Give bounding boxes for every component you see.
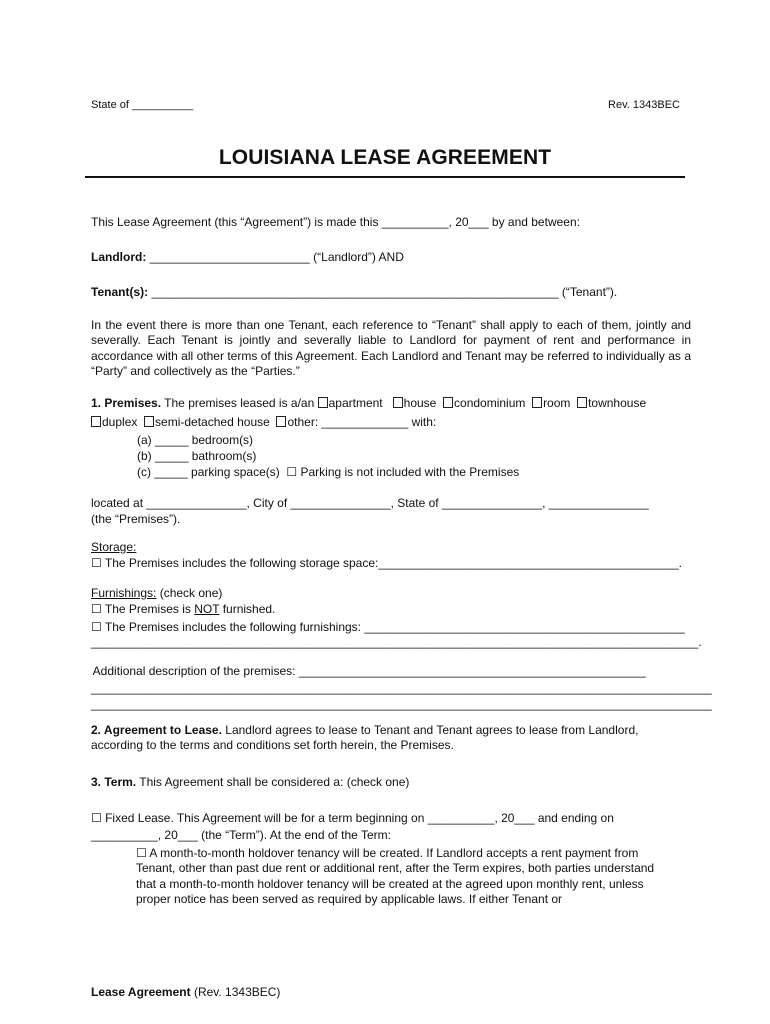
option-condominium: condominium [454, 396, 526, 410]
furnishings-continuation: ___________________________________________________________________________________________. [91, 635, 702, 649]
fixed-lease-option: ☐ Fixed Lease. This Agreement will be for a term beginning on __________, 20___ and ending on [91, 811, 614, 825]
intro-line: This Lease Agreement (this “Agreement”) is made this __________, 20___ by and between: [91, 215, 580, 229]
fixed-lease-term: __________, 20___ (the “Term”). At the end of the Term: [91, 828, 391, 842]
holdover-option: ☐ A month-to-month holdover tenancy will be created. If Landlord accepts a rent payment from Tenant, other than past due rent or additional rent, after the Term expires, both parties understand that a month-to-month holdover tenancy will be created at the agreed upon monthly rent, unless proper notice has been served as required by applicable laws. If either Tenant or [136, 846, 655, 907]
title-divider [85, 176, 685, 178]
bedrooms-item: (a) _____ bedroom(s) [137, 433, 254, 447]
tenant-label: Tenant(s): [91, 285, 149, 299]
revision-number: Rev. 1343BEC [608, 99, 680, 111]
not-furnished-option: ☐ The Premises is NOT furnished. [91, 602, 276, 616]
term-heading-line: 3. Term. This Agreement shall be considered a: (check one) [91, 775, 410, 789]
bathrooms-item: (b) _____ bathroom(s) [137, 449, 257, 463]
premises-line-2 [91, 414, 436, 430]
tenant-blank: _____________________________________________________________ (“Tenant”). [148, 285, 618, 299]
landlord-label: Landlord: [91, 250, 147, 264]
premises-definition: (the “Premises”). [91, 512, 181, 526]
condominium-checkbox[interactable] [443, 397, 453, 408]
other-checkbox[interactable] [276, 416, 286, 427]
multiple-tenants-paragraph: In the event there is more than one Tenant, each reference to “Tenant” shall apply to each of them, jointly and severally. Each Tenant is jointly and severally liable to Landlord for payment of rent and performance in accordance with all other terms of this Agreement. Each Landlord and Tenant may be referred to individually as a “Party” and collectively as the “Parties.” [91, 318, 691, 379]
option-other: other: _____________ with: [287, 415, 437, 429]
landlord-blank: ________________________ (“Landlord”) AND [146, 250, 404, 264]
furnishings-heading: Furnishings: (check one) [91, 586, 223, 600]
state-field: State of __________ [91, 99, 194, 111]
parking-not-included: ☐ Parking is not included with the Premises [286, 465, 520, 479]
premises-line-1 [91, 395, 646, 411]
document-title: LOUISIANA LEASE AGREEMENT [218, 146, 552, 169]
option-duplex: duplex [102, 415, 138, 429]
apartment-checkbox[interactable] [318, 397, 328, 408]
storage-line: ☐ The Premises includes the following storage space:_____________________________________________. [91, 556, 683, 570]
house-checkbox[interactable] [393, 397, 403, 408]
agreement-to-lease-paragraph: 2. Agreement to Lease. Landlord agrees to lease to Tenant and Tenant agrees to lease from Landlord, according to the terms and conditions set forth herein, the Premises. [91, 723, 639, 753]
semi-detached-checkbox[interactable] [144, 416, 154, 427]
room-checkbox[interactable] [532, 397, 542, 408]
furnishings-list-option: ☐ The Premises includes the following furnishings: ________________________________________________ [91, 620, 685, 634]
option-house: house [403, 396, 437, 410]
located-at-line: located at _______________, City of _______________, State of _______________, _______________ [91, 496, 649, 510]
additional-description: Additional description of the premises: ____________________________________________________ [90, 664, 646, 678]
tenant-line [91, 284, 617, 300]
duplex-checkbox[interactable] [91, 416, 101, 427]
storage-heading: Storage: [91, 540, 137, 554]
premises-heading: 1. Premises. [91, 396, 162, 410]
option-apartment: apartment [328, 396, 383, 410]
premises-intro: The premises leased is a/an [161, 396, 318, 410]
townhouse-checkbox[interactable] [577, 397, 587, 408]
additional-line-3: _____________________________________________________________________________________________ [91, 697, 712, 711]
parking-item [137, 464, 519, 480]
option-townhouse: townhouse [588, 396, 647, 410]
page-footer: Lease Agreement (Rev. 1343BEC) [91, 985, 281, 999]
landlord-line [91, 249, 404, 265]
parking-spaces: (c) _____ parking space(s) [137, 465, 280, 479]
option-semi-detached: semi-detached house [155, 415, 270, 429]
option-room: room [543, 396, 571, 410]
additional-line-2: _____________________________________________________________________________________________ [91, 681, 712, 695]
